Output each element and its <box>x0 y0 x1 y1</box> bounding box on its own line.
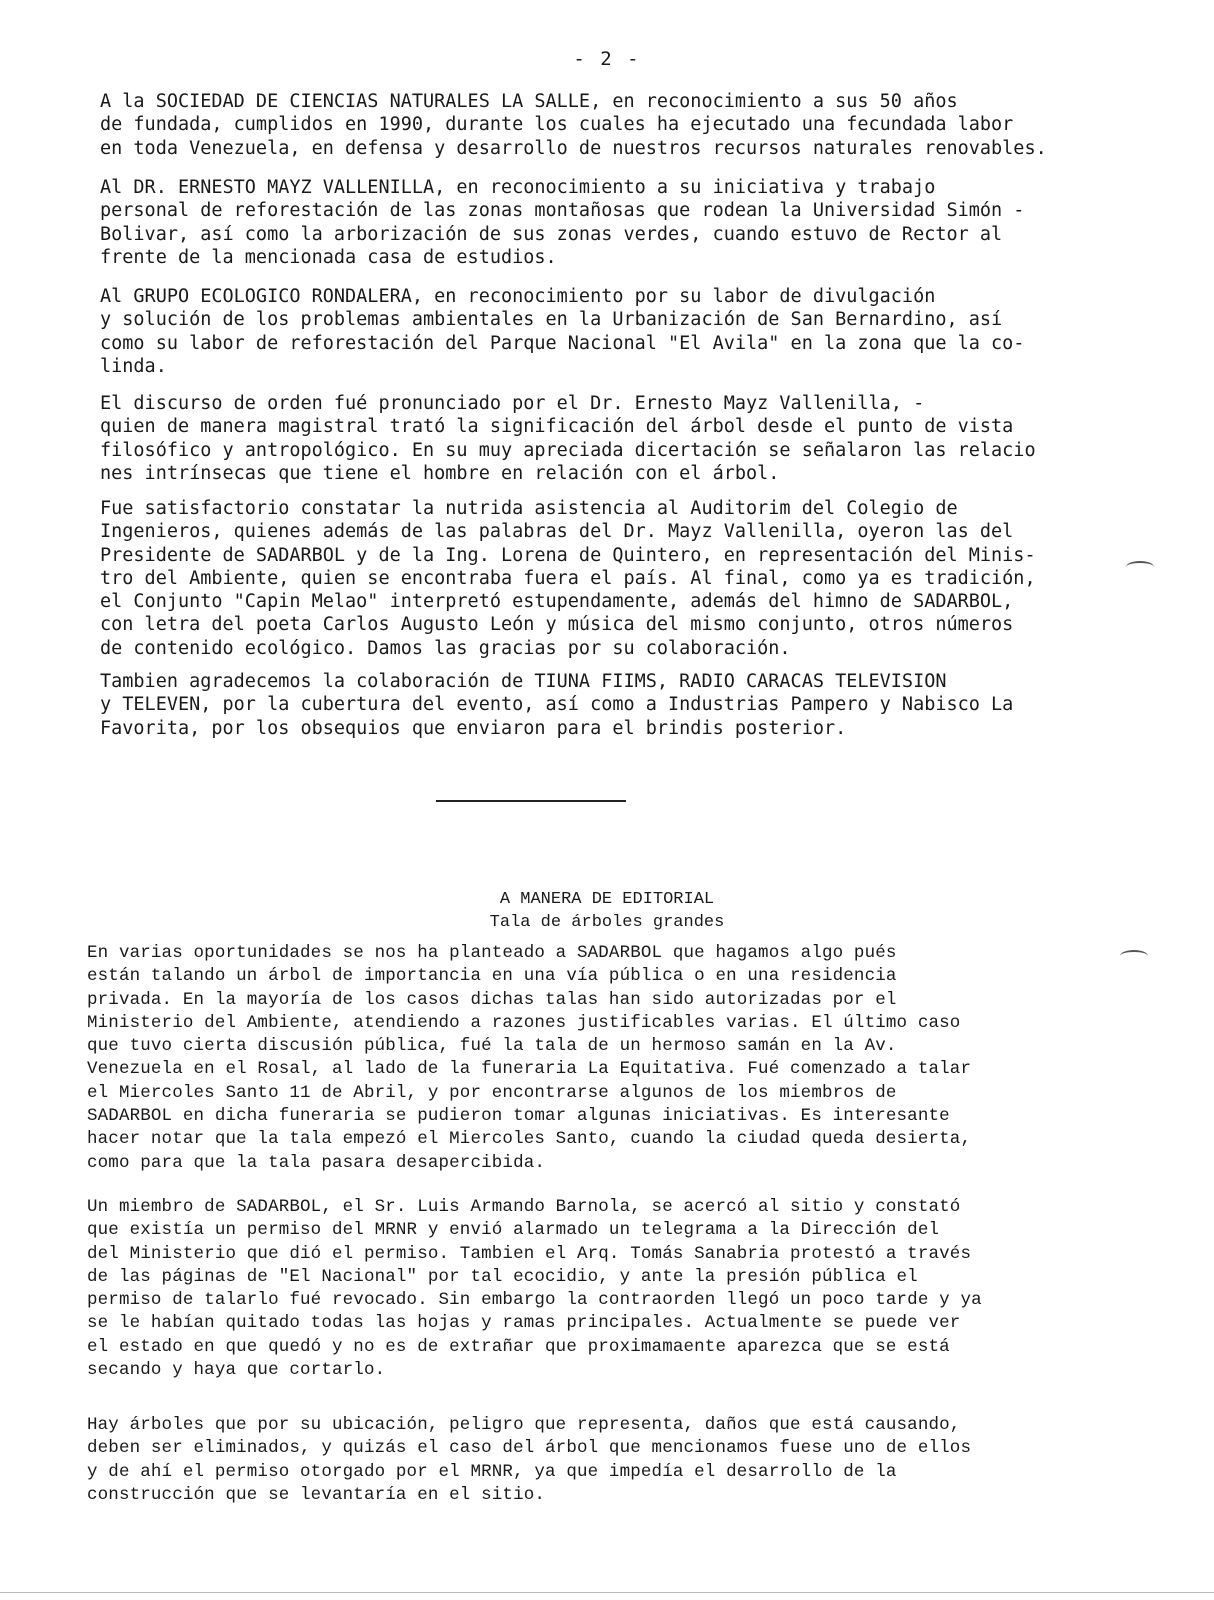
scan-mark <box>1120 950 1148 962</box>
section-divider <box>436 800 626 802</box>
editorial-header <box>0 888 1214 934</box>
paragraph-mayz-vallenilla: Al DR. ERNESTO MAYZ VALLENILLA, en reconocimiento a su iniciativa y trabajo personal de reforestación de las zonas montañosas que rodean la Universidad Simón - Bolivar, así como la arborización de sus zonas verdes, cuando estuvo de Rector al frente de la mencionada casa de estudios. <box>100 177 1025 268</box>
paragraph-discurso: El discurso de orden fué pronunciado por el Dr. Ernesto Mayz Vallenilla, - quien de manera magistral trató la significación del árbol desde el punto de vista filosófico y antropológico. En su muy apreciada dicertación se señalaron las relacio nes intrínsecas que tiene el hombre en relación con el árbol. <box>100 393 1036 484</box>
scan-mark <box>1126 561 1154 573</box>
scan-edge <box>0 1592 1214 1593</box>
paragraph-la-salle: A la SOCIEDAD DE CIENCIAS NATURALES LA SALLE, en reconocimiento a sus 50 años de fundada, cumplidos en 1990, durante los cuales ha ejecutado una fecundada labor en toda Venezuela, en defensa y desarrollo de nuestros recursos naturales renovables. <box>100 91 1047 159</box>
editorial-paragraph-1: En varias oportunidades se nos ha planteado a SADARBOL que hagamos algo pués están talando un árbol de importancia en una vía pública o en una residencia privada. En la mayoría de los casos dichas talas han sido autorizadas por el Ministerio del Ambiente, atendiendo a razones justificables varias. El último caso que tuvo cierta discusión pública, fué la tala de un hermoso samán en la Av. Venezuela en el Rosal, al lado de la funeraria La Equitativa. Fué comenzado a talar el Miercoles Santo 11 de Abril, y por encontrarse algunos de los miembros de SADARBOL en dicha funeraria se pudieron tomar algunas iniciativas. Es interesante hacer notar que la tala empezó el Miercoles Santo, cuando la ciudad queda desierta, como para que la tala pasara desapercibida. <box>87 943 972 1173</box>
paragraph-asistencia: Fue satisfactorio constatar la nutrida asistencia al Auditorim del Colegio de Ingenieros, quienes además de las palabras del Dr. Mayz Vallenilla, oyeron las del Presidente de SADARBOL y de la Ing. Lorena de Quintero, en representación del Minis- tro del Ambiente, quien se encontraba fuera el país. Al final, como ya es tradición, el Conjunto "Capin Melao" interpretó estupendamente, además del himno de SADARBOL, con letra del poeta Carlos Augusto León y música del mismo conjunto, otros números de contenido ecológico. Damos las gracias por su colaboración. <box>100 498 1036 659</box>
page-number: - 2 - <box>573 48 641 70</box>
editorial-heading: A MANERA DE EDITORIAL <box>499 890 715 909</box>
editorial-subheading: Tala de árboles grandes <box>489 913 725 932</box>
paragraph-agradecimientos: Tambien agradecemos la colaboración de TIUNA FIIMS, RADIO CARACAS TELEVISION y TELEVEN, por la cubertura del evento, así como a Industrias Pampero y Nabisco La Favorita, por los obsequios que enviaron para el brindis posterior. <box>100 671 1014 739</box>
editorial-paragraph-2: Un miembro de SADARBOL, el Sr. Luis Armando Barnola, se acercó al sitio y constató que existía un permiso del MRNR y envió alarmado un telegrama a la Dirección del del Ministerio que dió el permiso. Tambien el Arq. Tomás Sanabria protestó a través de las páginas de "El Nacional" por tal ecocidio, y ante la presión pública el permiso de talarlo fué revocado. Sin embargo la contraorden llegó un poco tarde y ya se le habían quitado todas las hojas y ramas principales. Actualmente se puede ver el estado en que quedó y no es de extrañar que proximamaente aparezca que se está secando y haya que cortarlo. <box>87 1197 982 1381</box>
paragraph-rondalera: Al GRUPO ECOLOGICO RONDALERA, en reconocimiento por su labor de divulgación y solución de los problemas ambientales en la Urbanización de San Bernardino, así como su labor de reforestación del Parque Nacional "El Avila" en la zona que la co- linda. <box>100 286 1025 377</box>
editorial-paragraph-3: Hay árboles que por su ubicación, peligro que representa, daños que está causando, deben ser eliminados, y quizás el caso del árbol que mencionamos fuese uno de ellos y de ahí el permiso otorgado por el MRNR, ya que impedía el desarrollo de la construcción que se levantaría en el sitio. <box>87 1415 972 1505</box>
